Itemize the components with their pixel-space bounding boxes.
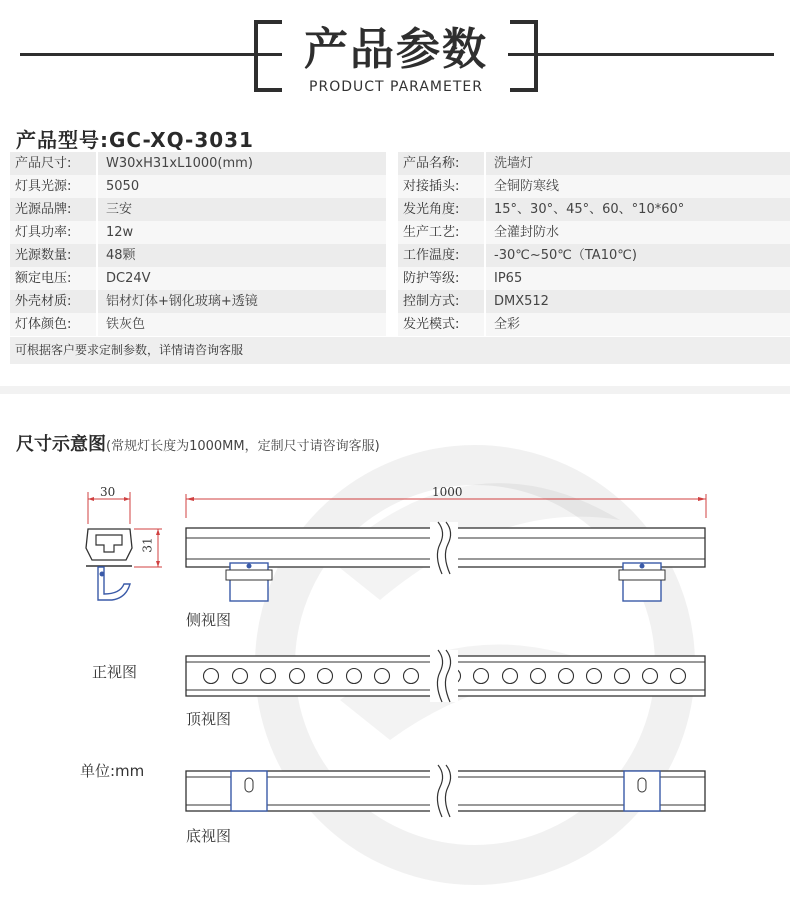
bottom-view-label: 底视图: [186, 827, 232, 845]
spec-value: 铁灰色: [98, 313, 386, 336]
spec-label: 外壳材质:: [10, 290, 98, 313]
spec-value: -30℃~50℃（TA10℃): [486, 244, 790, 267]
spec-value: DC24V: [98, 267, 386, 290]
spec-value: 5050: [98, 175, 386, 198]
led-lens: [531, 669, 546, 684]
spec-value: 全灌封防水: [486, 221, 790, 244]
led-lens: [559, 669, 574, 684]
led-lens: [615, 669, 630, 684]
custom-note: 可根据客户要求定制参数，详情请咨询客服: [10, 337, 790, 364]
spec-value: 洗墙灯: [486, 152, 790, 175]
led-lens: [318, 669, 333, 684]
spec-label: 额定电压:: [10, 267, 98, 290]
led-lens: [503, 669, 518, 684]
dimension-title-note: (常规灯长度为1000MM，定制尺寸请咨询客服): [106, 439, 380, 454]
spec-label: 光源数量:: [10, 244, 98, 267]
spec-label: 发光模式:: [398, 313, 486, 336]
spec-value: IP65: [486, 267, 790, 290]
spec-value: 铝材灯体+钢化玻璃+透镜: [98, 290, 386, 313]
spec-label: 灯具光源:: [10, 175, 98, 198]
spec-label: 光源品牌:: [10, 198, 98, 221]
front-view-label: 正视图: [92, 663, 138, 681]
length-label: 1000: [432, 485, 463, 499]
spec-value: 12w: [98, 221, 386, 244]
spec-label: 对接插头:: [398, 175, 486, 198]
page-subtitle: PRODUCT PARAMETER: [282, 78, 510, 96]
unit-label: 单位:mm: [80, 762, 145, 780]
spec-label: 产品名称:: [398, 152, 486, 175]
spec-value: DMX512: [486, 290, 790, 313]
top-view: [186, 650, 705, 702]
spec-value: 15°、30°、45°、60、°10*60°: [486, 198, 790, 221]
spec-value: 全铜防寒线: [486, 175, 790, 198]
spec-label: 工作温度:: [398, 244, 486, 267]
side-view: [186, 522, 705, 601]
spec-value: 48颗: [98, 244, 386, 267]
dimension-title-main: 尺寸示意图: [16, 434, 106, 455]
spec-value: 三安: [98, 198, 386, 221]
bottom-view: [186, 765, 705, 817]
spec-label: 产品尺寸:: [10, 152, 98, 175]
led-lens: [404, 669, 419, 684]
led-lens: [347, 669, 362, 684]
led-lens: [290, 669, 305, 684]
led-lens: [375, 669, 390, 684]
led-lens: [474, 669, 489, 684]
page-title: 产品参数: [304, 24, 488, 75]
spec-label: 灯体颜色:: [10, 313, 98, 336]
width-label: 30: [100, 485, 116, 499]
led-lens: [587, 669, 602, 684]
spec-value: 全彩: [486, 313, 790, 336]
spec-label: 生产工艺:: [398, 221, 486, 244]
spec-label: 控制方式:: [398, 290, 486, 313]
height-label: 31: [140, 537, 155, 553]
led-lens: [204, 669, 219, 684]
led-lens: [671, 669, 686, 684]
spec-label: 灯具功率:: [10, 221, 98, 244]
spec-label: 发光角度:: [398, 198, 486, 221]
led-lens: [233, 669, 248, 684]
led-lens: [261, 669, 276, 684]
top-view-label: 顶视图: [186, 710, 232, 728]
side-view-label: 侧视图: [186, 611, 232, 629]
spec-value: W30xH31xL1000(mm): [98, 152, 386, 175]
led-lens: [643, 669, 658, 684]
model-number: 产品型号:GC-XQ-3031: [16, 128, 254, 152]
spec-label: 防护等级:: [398, 267, 486, 290]
